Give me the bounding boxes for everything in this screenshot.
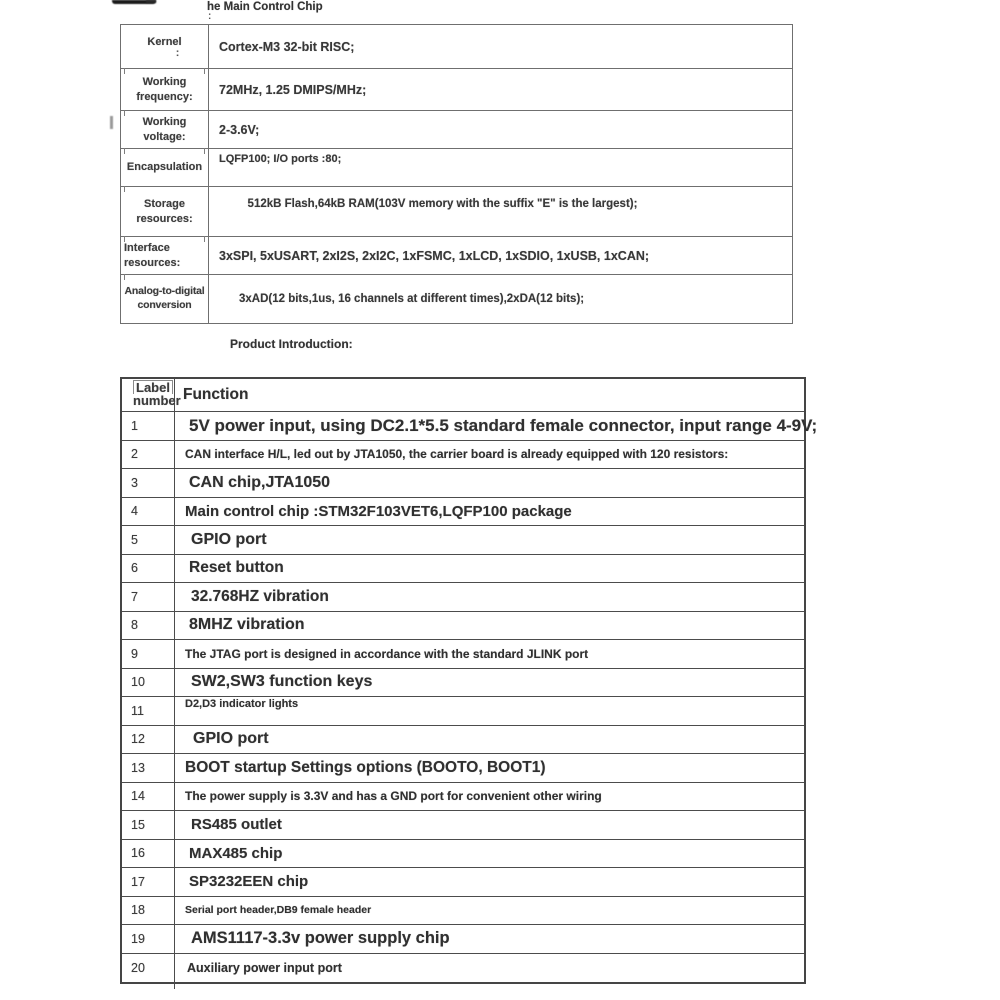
- row-number: 12: [122, 726, 175, 754]
- table-row-14: [122, 783, 804, 812]
- function-table: [120, 377, 818, 984]
- row-number: 20: [122, 954, 175, 983]
- spec-label: Interface resources:: [121, 237, 209, 274]
- table-row-6: [122, 555, 804, 584]
- row-number: 16: [122, 840, 175, 868]
- function-header: Function: [183, 386, 249, 403]
- spec-value: LQFP100; I/O ports :80;: [219, 153, 342, 165]
- row-number: 14: [122, 783, 175, 811]
- spec-value: 3xSPI, 5xUSART, 2xI2S, 2xI2C, 1xFSMC, 1xLCD, 1xSDIO, 1xUSB, 1xCAN;: [219, 248, 650, 263]
- scan-artifact-dash: [110, 116, 113, 129]
- row-function: SW2,SW3 function keys: [191, 673, 373, 691]
- row-number: 18: [122, 897, 175, 925]
- spec-row-adc: [121, 275, 792, 323]
- row-number: 9: [122, 640, 175, 668]
- spec-label-colon: :: [175, 47, 180, 59]
- row-function: The JTAG port is designed in accordance with the standard JLINK port: [185, 646, 589, 661]
- table-row-11: [122, 697, 804, 726]
- label-number-header-cell: [122, 379, 181, 411]
- page-title: he Main Control Chip: [207, 1, 323, 13]
- row-function: 5V power input, using DC2.1*5.5 standard female connector, input range 4-9V;: [189, 415, 818, 435]
- row-function: 32.768HZ vibration: [191, 587, 329, 605]
- row-function: 8MHZ vibration: [189, 616, 305, 634]
- row-number: 4: [122, 498, 175, 526]
- row-function: Main control chip :STM32F103VET6,LQFP100 package: [185, 502, 572, 520]
- row-number: 11: [122, 697, 175, 725]
- table-row-12: [122, 726, 804, 755]
- row-number: 3: [122, 469, 175, 497]
- spec-label: [121, 25, 209, 68]
- table-row-20: [122, 954, 804, 983]
- row-function: Reset button: [189, 559, 284, 577]
- scan-artifact-smudge: [146, 0, 156, 3]
- spec-value: [209, 187, 792, 236]
- row-function: GPIO port: [193, 730, 269, 748]
- row-function: BOOT startup Settings options (BOOTO, BOOT1): [185, 758, 546, 776]
- spec-label: Encapsulation: [121, 149, 209, 186]
- row-function: CAN chip,JTA1050: [189, 473, 331, 491]
- page-title-colon: :: [208, 11, 212, 22]
- row-function: SP3232EEN chip: [189, 873, 309, 891]
- chip-spec-table: [120, 24, 793, 324]
- row-number: 10: [122, 669, 175, 697]
- table-row-4: [122, 498, 804, 527]
- row-number: 15: [122, 811, 175, 839]
- table-row-9: [122, 640, 804, 669]
- table-row-7: [122, 583, 804, 612]
- row-function: RS485 outlet: [191, 816, 282, 834]
- table-row-17: [122, 868, 804, 897]
- spec-label: Storage resources:: [121, 187, 209, 236]
- table-row-15: [122, 811, 804, 840]
- row-number: 17: [122, 868, 175, 896]
- spec-value: 72MHz, 1.25 DMIPS/MHz;: [219, 82, 367, 97]
- table-row-18: [122, 897, 804, 926]
- row-function: GPIO port: [191, 530, 267, 548]
- spec-row-working-frequency: [121, 69, 792, 111]
- table-row-5: [122, 526, 804, 555]
- table-row-3: [122, 469, 804, 498]
- row-function: Auxiliary power input port: [187, 960, 342, 975]
- row-number: 2: [122, 441, 175, 469]
- spec-row-encapsulation: [121, 149, 792, 187]
- row-number: 1: [122, 412, 175, 440]
- table-row-1: [122, 412, 818, 441]
- label-number-header: Label number: [133, 380, 181, 408]
- row-number: 7: [122, 583, 175, 611]
- table-row-16: [122, 840, 804, 869]
- spec-label: Working frequency:: [121, 69, 209, 110]
- spec-label: Working voltage:: [121, 111, 209, 148]
- table-row-13: [122, 754, 804, 783]
- spec-row-interface-resources: [121, 237, 792, 275]
- section-heading: Product Introduction:: [230, 337, 353, 351]
- spec-value: 3xAD(12 bits,1us, 16 channels at different times),2xDA(12 bits);: [239, 293, 585, 305]
- table-row-2: [122, 441, 804, 470]
- table-row-19: [122, 925, 804, 954]
- spec-row-working-voltage: [121, 111, 792, 149]
- table-row-10: [122, 669, 804, 698]
- row-number: 13: [122, 754, 175, 782]
- row-function: CAN interface H/L, led out by JTA1050, the carrier board is already equipped with 120 resistors:: [185, 447, 729, 462]
- table-row-8: [122, 612, 804, 641]
- row-function: The power supply is 3.3V and has a GND port for convenient other wiring: [185, 789, 602, 804]
- spec-value-text: 512kB Flash,64kB RAM(103V memory with the suffix "E" is the largest);: [247, 198, 638, 210]
- spec-value: Cortex-M3 32-bit RISC;: [219, 39, 355, 54]
- row-function: MAX485 chip: [189, 844, 283, 862]
- row-function: Serial port header,DB9 female header: [185, 904, 372, 917]
- function-table-header: [122, 379, 804, 412]
- row-function: AMS1117-3.3v power supply chip: [191, 929, 450, 948]
- spec-label-text: Kernel: [147, 36, 182, 49]
- row-number: 5: [122, 526, 175, 554]
- row-function: D2,D3 indicator lights: [185, 698, 299, 710]
- row-number: 19: [122, 925, 175, 953]
- spec-label: Analog-to-digital conversion: [121, 275, 209, 323]
- spec-value: 2-3.6V;: [219, 122, 260, 137]
- spec-row-kernel: [121, 25, 792, 69]
- row-number: 8: [122, 612, 175, 640]
- spec-row-storage-resources: [121, 187, 792, 237]
- row-number: 6: [122, 555, 175, 583]
